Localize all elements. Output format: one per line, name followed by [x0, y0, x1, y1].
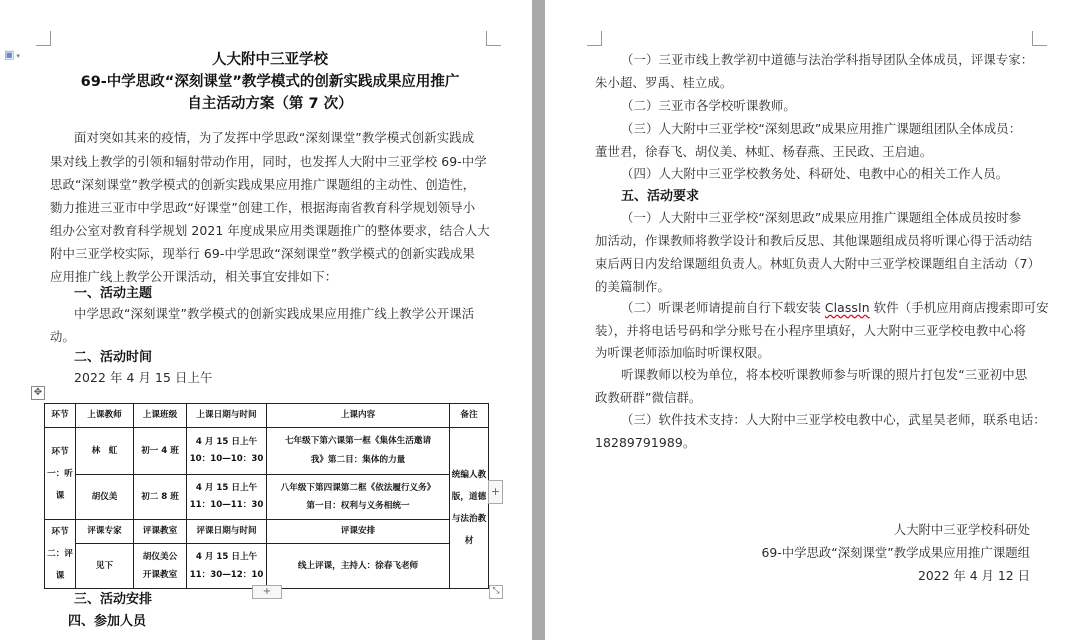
requirement-line: 束后两日内发给课题组负责人。林虹负责人大附中三亚学校课题组自主活动（7） — [595, 256, 1041, 271]
table-header-cell: 上课教师 — [76, 404, 134, 428]
table-header-cell: 评课专家 — [76, 520, 134, 544]
teacher-cell: 胡仪美 — [76, 475, 134, 520]
requirement-line: 的美篇制作。 — [595, 279, 670, 294]
crop-mark — [587, 31, 602, 46]
requirement-line: （一）人大附中三亚学校“深刻思政”成果应用推广课题组全体成员按时参 — [621, 210, 1022, 225]
time-text: 10：10—10：30 — [189, 454, 264, 464]
doc-title-line-3: 自主活动方案（第 7 次） — [187, 96, 353, 112]
table-header-cell: 上课内容 — [267, 404, 450, 428]
intro-line: 勠力推进三亚市中学思政“好课堂”创建工作，根据海南省教育科学规划领导小 — [50, 200, 476, 215]
participant-line: （三）人大附中三亚学校“深刻思政”成果应用推广课题组团队全体成员： — [621, 121, 1022, 136]
expert-cell: 见下 — [76, 544, 134, 589]
participant-line: （二）三亚市各学校听课教师。 — [621, 98, 796, 113]
table-header-cell: 环节 — [45, 404, 76, 428]
participant-line: （一）三亚市线上教学初中道德与法治学科指导团队全体成员，评课专家： — [621, 52, 1034, 67]
section-5-heading: 五、活动要求 — [621, 189, 700, 204]
schedule-table — [44, 403, 489, 589]
table-header-cell: 评课日期与时间 — [187, 520, 267, 544]
requirement-line: 装），并将电话号码和学分账号在小程序里填好，人大附中三亚学校电教中心将 — [595, 323, 1026, 338]
section-1-text: 动。 — [50, 329, 75, 344]
requirement-line: 加活动，作课教师将教学设计和教后反思、其他课题组成员将听课心得于活动结 — [595, 233, 1033, 248]
time-text: 11：30—12：10 — [189, 569, 264, 580]
table-header-cell: 评课教室 — [134, 520, 187, 544]
requirement-line: 政教研群”微信群。 — [595, 390, 702, 405]
add-column-button[interactable]: + — [488, 480, 503, 504]
signature-date: 2022 年 4 月 12 日 — [917, 568, 1030, 583]
requirement-line: （三）软件技术支持：人大附中三亚学校电教中心，武星昊老师，联系电话： — [621, 412, 1046, 427]
table-header-cell: 上课日期与时间 — [187, 404, 267, 428]
content-text: 第一目：权利与义务相统一 — [306, 500, 410, 511]
table-resize-handle[interactable]: ⤡ — [489, 585, 503, 599]
room-text: 胡仪美公 — [142, 551, 178, 562]
requirement-line: 为听课老师添加临时听课权限。 — [595, 345, 770, 360]
crop-mark — [1032, 31, 1047, 46]
intro-line: 面对突如其来的疫情，为了发挥中学思政“深刻课堂”教学模式创新实践成 — [74, 130, 475, 145]
requirement-line: 听课教师以校为单位，将本校听课教师参与听课的照片打包发“三亚初中思 — [621, 367, 1028, 382]
time-text: 11：10—11：30 — [189, 500, 264, 510]
section-3-heading: 三、活动安排 — [74, 592, 153, 607]
date-text: 4 月 15 日上午 — [195, 483, 258, 493]
paste-options-icon[interactable]: ▣ ▾ — [4, 48, 20, 61]
req2-pre-text: （二）听课老师请提前自行下载安装 — [621, 300, 825, 315]
section-1-text: 中学思政“深刻课堂”教学模式的创新实践成果应用推广线上教学公开课活 — [74, 306, 475, 321]
table-move-handle[interactable]: ✥ — [31, 386, 45, 400]
date-text: 4 月 15 日上午 — [195, 551, 258, 562]
intro-line: 应用推广线上教学公开课活动，相关事宜安排如下： — [50, 269, 338, 284]
participant-line: （四）人大附中三亚学校教务处、科研处、电教中心的相关工作人员。 — [621, 166, 1009, 181]
document-page-left — [0, 0, 532, 640]
participant-line: 朱小超、罗禹、桂立成。 — [595, 75, 733, 90]
stage-2-cell: 环节二：评课 — [45, 520, 76, 589]
date-time-cell — [187, 475, 267, 520]
date-time-cell — [187, 544, 267, 589]
section-2-text: 2022 年 4 月 15 日上午 — [74, 370, 213, 385]
classin-app-name: ClassIn — [824, 300, 870, 315]
content-text: 我》第二目：集体的力量 — [310, 455, 406, 465]
room-cell — [134, 544, 187, 589]
document-page-right — [545, 0, 1080, 640]
crop-mark — [486, 31, 501, 46]
note-cell: 统编人教版，道德与法治教材 — [450, 428, 489, 589]
intro-line: 思政“深刻课堂”教学模式的创新实践成果应用推广课题组的主动性、创造性， — [50, 177, 476, 192]
intro-line: 附中三亚学校实际，现举行 69-中学思政“深刻课堂”教学模式的创新实践成果 — [50, 246, 475, 261]
content-text: 七年级下第六课第一框《集体生活邀请 — [284, 436, 432, 446]
room-text: 开课教室 — [142, 569, 178, 580]
arrangement-cell: 线上评课，主持人：徐春飞老师 — [267, 544, 450, 589]
teacher-cell: 林 虹 — [76, 428, 134, 475]
section-2-heading: 二、活动时间 — [74, 350, 153, 365]
phone-number: 18289791989。 — [595, 435, 696, 450]
signature-line: 人大附中三亚学校科研处 — [893, 522, 1030, 537]
requirement-line — [621, 298, 1049, 316]
section-4-heading: 四、参加人员 — [68, 614, 147, 629]
content-text: 八年级下第四课第二框《依法履行义务》 — [280, 482, 436, 493]
stage-1-cell: 环节一：听课 — [45, 428, 76, 520]
page-gap — [532, 0, 545, 640]
doc-title-line-2: 69-中学思政“深刻课堂”教学模式的创新实践成果应用推广 — [80, 74, 460, 90]
table-header-cell: 评课安排 — [267, 520, 450, 544]
table-header-cell: 备注 — [450, 404, 489, 428]
class-cell: 初二 8 班 — [134, 475, 187, 520]
doc-title-line-1: 人大附中三亚学校 — [212, 52, 328, 68]
intro-line: 组办公室对教育科学规划 2021 年度成果应用类课题推广的整体要求，结合人大 — [50, 223, 490, 238]
signature-line: 69-中学思政“深刻课堂”教学成果应用推广课题组 — [761, 545, 1030, 560]
content-cell — [267, 475, 450, 520]
participant-line: 董世君，徐春飞、胡仪美、林虹、杨春燕、王民政、王启迪。 — [595, 144, 933, 159]
class-cell: 初一 4 班 — [134, 428, 187, 475]
section-1-heading: 一、活动主题 — [74, 286, 153, 301]
date-time-cell — [187, 428, 267, 475]
req2-post-text: 软件（手机应用商店搜索即可安 — [869, 300, 1049, 315]
crop-mark — [36, 31, 51, 46]
intro-line: 果对线上教学的引领和辐射带动作用，同时，也发挥人大附中三亚学校 69-中学 — [50, 154, 487, 169]
content-cell — [267, 428, 450, 475]
table-header-cell: 上课班级 — [134, 404, 187, 428]
add-row-button[interactable]: + — [252, 585, 282, 599]
date-text: 4 月 15 日上午 — [195, 437, 258, 447]
